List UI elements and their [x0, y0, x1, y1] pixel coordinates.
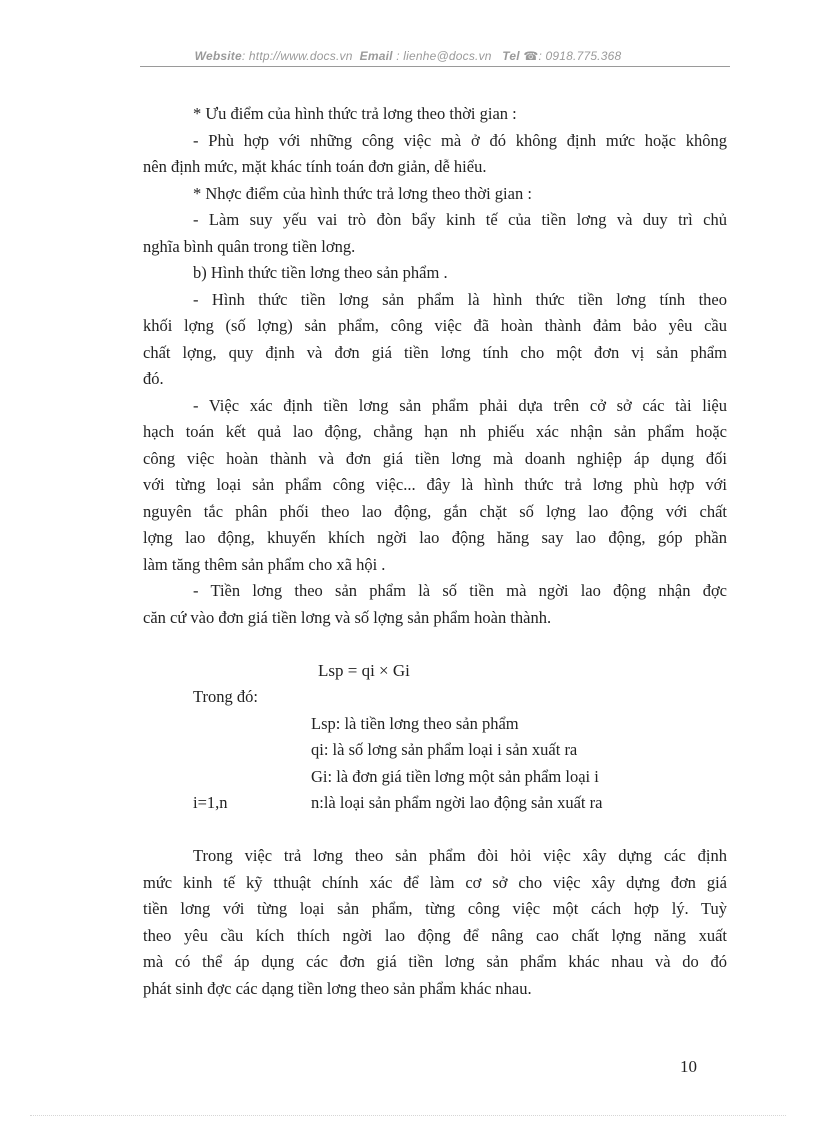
text-line: chất lợng, quy định và đơn giá tiền lơng tính cho một đơn vị sản phẩm — [143, 342, 727, 362]
formula: Lsp = qi × Gi — [318, 660, 410, 680]
text-line: Trong việc trả lơng theo sản phẩm đòi hỏi việc xây dựng các định — [193, 846, 727, 865]
website-label: Website — [194, 49, 242, 63]
index-range-label: i=1,n — [193, 793, 228, 812]
text-line: lợng lao động, khuyến khích ngời lao động hăng say lao động, góp phần — [143, 528, 727, 547]
text-line: - Việc xác định tiền lơng sản phẩm phải dựa trên cở sở các tài liệu — [193, 395, 727, 415]
section-heading: b) Hình thức tiền lơng theo sản phẩm . — [193, 263, 448, 282]
text-line: mà có thể áp dụng các đơn giá tiền lơng sản phẩm khác nhau và do đó — [143, 952, 727, 971]
text-line: * Ưu điểm của hình thức trả lơng theo thời gian : — [193, 104, 517, 123]
text-line: hạch toán kết quả lao động, chẳng hạn nh phiếu xác nhận sản phẩm hoặc — [143, 422, 727, 441]
footer-divider — [30, 1115, 786, 1116]
tel-label: Tel — [502, 49, 520, 63]
definition-item-text: n:là loại sản phẩm ngời lao động sản xuất ra — [311, 793, 603, 812]
website-value: : http://www.docs.vn — [241, 49, 353, 63]
text-line: * Nhợc điểm của hình thức trả lơng theo thời gian : — [193, 183, 532, 203]
text-line: công việc hoàn thành và đơn giá tiền lơng mà doanh nghiệp áp dụng đối — [143, 448, 727, 468]
document-body — [143, 101, 727, 1002]
where-label: Trong đó: — [193, 687, 258, 706]
email-label: Email — [359, 49, 393, 63]
text-line: theo yêu cầu kích thích ngời lao động để nâng cao chất lợng năng xuất — [143, 925, 727, 945]
spacer — [143, 817, 727, 844]
text-line: tiền lơng với từng loại sản phẩm, từng công việc một cách hợp lý. Tuỳ — [143, 899, 727, 918]
text-line: với từng loại sản phẩm công việc... đây là hình thức trả lơng phù hợp với — [143, 475, 727, 494]
text-line: - Làm suy yếu vai trò đòn bẩy kinh tế của tiền lơng và duy trì chủ — [193, 210, 727, 229]
definition-item-n — [143, 790, 727, 817]
text-line: nghĩa bình quân trong tiền lơng. — [143, 236, 356, 256]
text-line: - Hình thức tiền lơng sản phẩm là hình thức tiền lơng tính theo — [193, 289, 727, 309]
definition-item: Lsp: là tiền lơng theo sản phẩm — [311, 713, 519, 733]
definition-item: Gi: là đơn giá tiền lơng một sản phẩm loại i — [311, 766, 599, 786]
definitions-list — [143, 711, 727, 817]
text-line: phát sinh đợc các dạng tiền lơng theo sản phẩm khác nhau. — [143, 978, 532, 998]
text-line: nên định mức, mặt khác tính toán đơn giản, dễ hiểu. — [143, 157, 487, 176]
definition-item: qi: là số lơng sản phẩm loại i sản xuất ra — [311, 740, 578, 759]
text-line: căn cứ vào đơn giá tiền lơng và số lợng sản phẩm hoàn thành. — [143, 607, 552, 627]
text-line: mức kinh tế kỹ tthuật chính xác để làm cơ sở cho việc xây dựng đơn giá — [143, 872, 727, 892]
email-value: : lienhe@docs.vn — [396, 49, 492, 63]
phone-icon: ☎ — [523, 49, 539, 63]
text-line: nguyên tắc phân phối theo lao động, gắn chặt số lợng lao động với chất — [143, 501, 727, 521]
text-line: làm tăng thêm sản phẩm cho xã hội . — [143, 554, 386, 574]
text-line: khối lợng (số lợng) sản phẩm, công việc đã hoàn thành đảm bảo yêu cầu — [143, 316, 727, 335]
page-header — [0, 49, 816, 63]
text-line: đó. — [143, 369, 164, 388]
page-number: 10 — [680, 1057, 697, 1076]
spacer — [143, 631, 727, 658]
text-line: - Phù hợp với những công việc mà ở đó không định mức hoặc không — [193, 130, 727, 150]
header-divider — [140, 66, 730, 67]
tel-value: : 0918.775.368 — [538, 49, 622, 63]
text-line: - Tiền lơng theo sản phẩm là số tiền mà ngời lao động nhận đợc — [193, 581, 727, 600]
